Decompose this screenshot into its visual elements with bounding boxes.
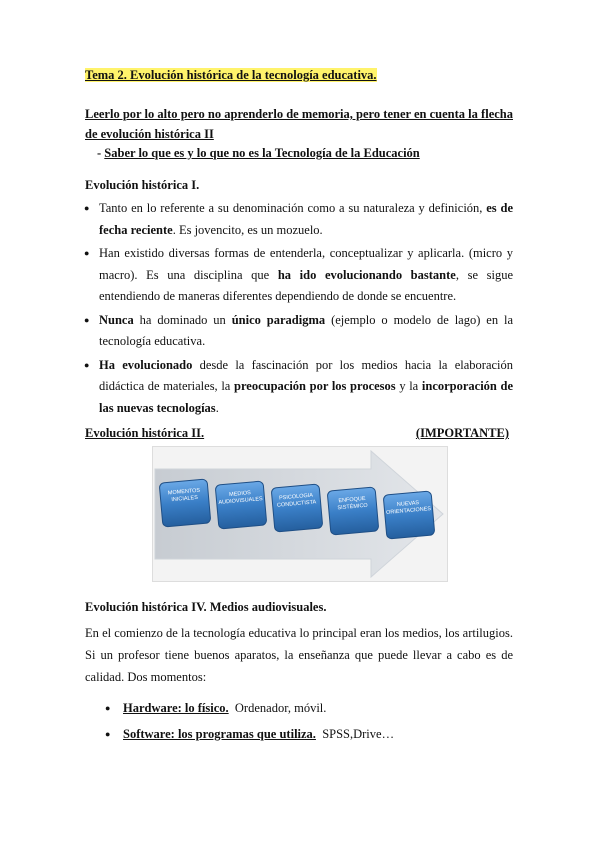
- step-4: [327, 487, 379, 535]
- step-1: [159, 479, 211, 527]
- list-item: ● Tanto en lo referente a su denominación como a su naturaleza y definición, es de fecha reciente. Es jovencito, es un mozuelo.: [85, 198, 513, 241]
- evolution-diagram: [152, 446, 448, 582]
- step-3: [271, 484, 323, 532]
- document-title: Tema 2. Evolución histórica de la tecnología educativa.: [85, 68, 377, 82]
- step-label: MEDIOS AUDIOVISUALES: [218, 490, 263, 506]
- step-label: MOMENTOS INICIALES: [167, 487, 201, 504]
- list-item: ● Hardware: lo físico. Ordenador, móvil.: [105, 695, 394, 721]
- section4-heading: Evolución histórica IV. Medios audiovisuales.: [85, 600, 327, 614]
- step-label: NUEVAS ORIENTACIONES: [385, 500, 432, 516]
- section2-heading: Evolución histórica II.: [85, 426, 205, 440]
- intro-subnote: - Saber lo que es y lo que no es la Tecnología de la Educación: [97, 146, 420, 160]
- section4-paragraph: En el comienzo de la tecnología educativa lo principal eran los medios, los artilugios. Si un profesor tiene buenos aparatos, la enseñanza que puede llevar a cabo es de calidad. Dos momentos:: [85, 626, 513, 684]
- section1-heading: Evolución histórica I.: [85, 178, 200, 192]
- step-label: ENFOQUE SISTÉMICO: [337, 495, 368, 512]
- important-label: (IMPORTANTE): [415, 426, 509, 440]
- intro-note: Leerlo por lo alto pero no aprenderlo de memoria, pero tener en cuenta la flecha de evolución histórica II: [85, 107, 513, 141]
- list-item: ● Han existido diversas formas de entenderla, conceptualizar y aplicarla. (micro y macro). Es una disciplina que ha ido evolucionando bastante, se sigue entendiendo de maneras diferentes dependiendo de donde se encuentre.: [85, 243, 513, 308]
- step-label: PSICOLOGÍA CONDUCTISTA: [276, 492, 317, 509]
- list-item: ● Ha evolucionado desde la fascinación por los medios hacia la elaboración didáctica de materiales, la preocupación por los procesos y la incorporación de las nuevas tecnologías.: [85, 355, 513, 420]
- step-5: [383, 491, 435, 539]
- section1-list: [85, 198, 513, 421]
- list-item: ● Nunca ha dominado un único paradigma (ejemplo o modelo de lago) en la tecnología educativa.: [85, 310, 513, 353]
- moments-list: [105, 695, 394, 747]
- list-item: ● Software: los programas que utiliza. SPSS,Drive…: [105, 721, 394, 747]
- evolution-arrow-graphic: [153, 447, 447, 581]
- step-2: [215, 481, 267, 529]
